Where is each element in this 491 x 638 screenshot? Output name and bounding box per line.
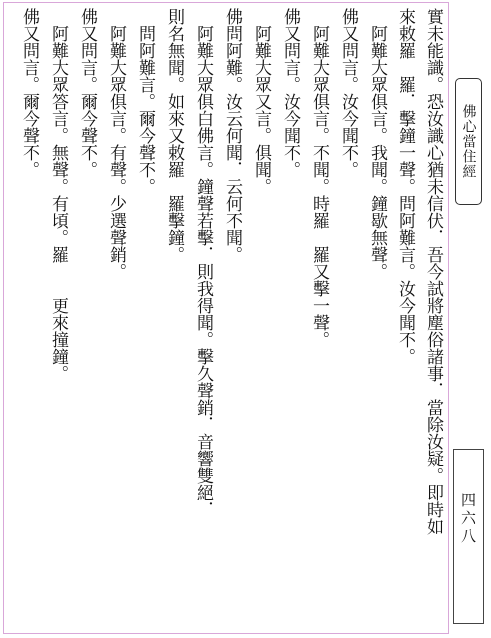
text-column: 阿難大眾又言。俱聞。 bbox=[251, 8, 271, 195]
text-column: 佛又問言。爾今聲不。 bbox=[77, 8, 97, 178]
text-column: 阿難大眾答言。無聲。有頃。羅 更來撞鐘。 bbox=[48, 8, 68, 382]
text-column: 則名無聞。如來又敕羅 羅擊鐘。 bbox=[164, 8, 184, 263]
text-column: 佛又問言。汝今聞不。 bbox=[280, 8, 300, 178]
sutra-title-box bbox=[455, 78, 482, 205]
page-number: 四六八 bbox=[459, 492, 477, 546]
text-column: 佛又問言。汝今聞不。 bbox=[338, 8, 358, 178]
text-column: 阿難大眾俱言。不聞。時羅 羅又擊一聲。 bbox=[309, 8, 329, 348]
scripture-text bbox=[14, 8, 442, 628]
text-column: 阿難大眾俱白佛言。鐘聲若擊．則我得聞。擊久聲銷．音響雙絕． bbox=[193, 8, 213, 518]
page-number-box bbox=[453, 449, 484, 624]
text-column: 佛問阿難。汝云何聞．云何不聞。 bbox=[222, 8, 242, 263]
text-column: 來敕羅 羅．擊鐘一聲。問阿難言。汝今聞不。 bbox=[395, 8, 415, 365]
text-column: 阿難大眾俱言。我聞。鐘歇無聲。 bbox=[367, 8, 387, 280]
text-column: 阿難大眾俱言。有聲。少選聲銷。 bbox=[106, 8, 126, 280]
text-column: 問阿難言。爾今聲不。 bbox=[135, 8, 155, 195]
text-column: 佛又問言。爾今聲不。 bbox=[19, 8, 39, 178]
sutra-title: 佛心當住經 bbox=[460, 104, 477, 179]
text-column: 實未能識。恐汝識心猶未信伏．吾今試將塵俗諸事．當除汝疑。即時如 bbox=[423, 8, 443, 535]
